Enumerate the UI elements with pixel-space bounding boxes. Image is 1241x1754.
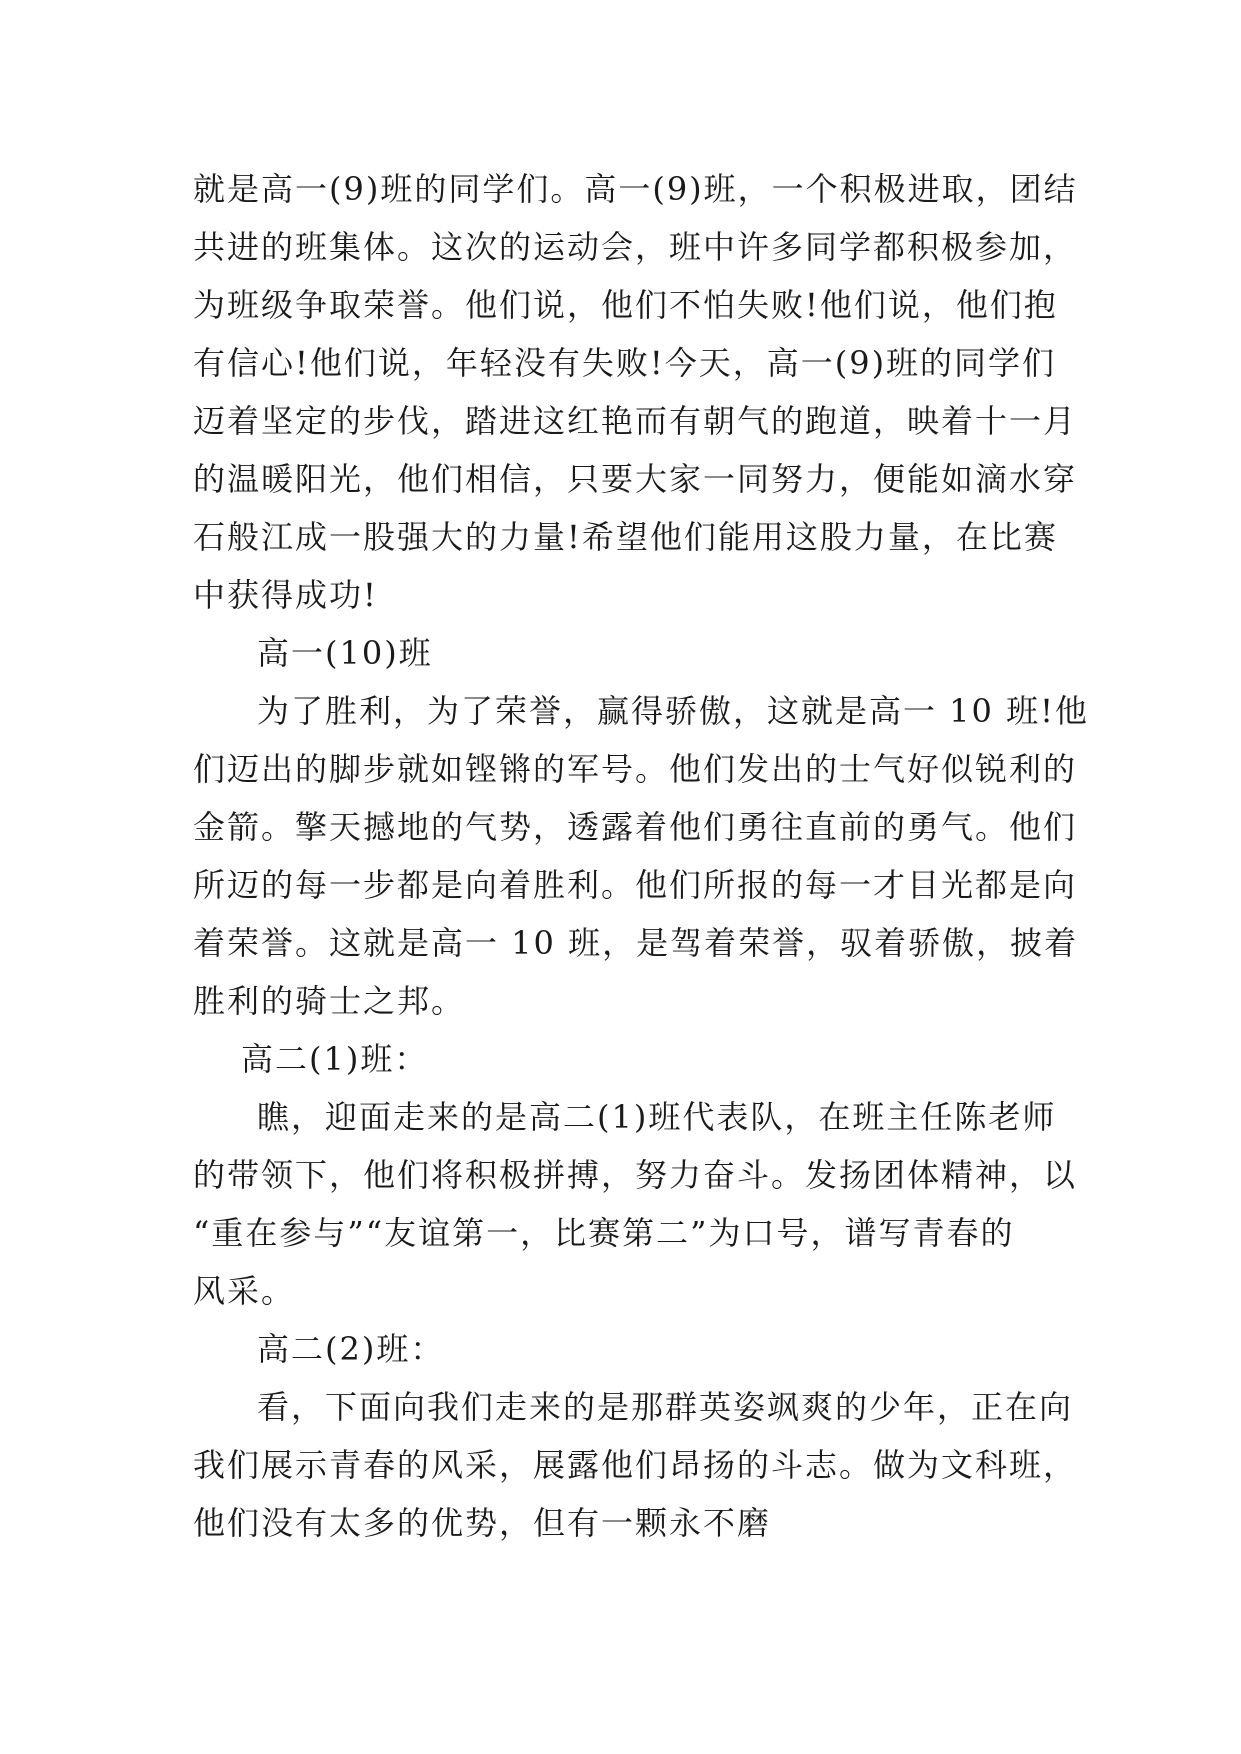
paragraph-line: 风采。 xyxy=(193,1272,296,1310)
paragraph-line: “重在参与”“友谊第一，比赛第二”为口号，谱写青春的 xyxy=(193,1214,1015,1252)
paragraph-line: 共进的班集体。这次的运动会，班中许多同学都积极参加， xyxy=(193,228,1078,266)
paragraph-line: 所迈的每一步都是向着胜利。他们所报的每一才目光都是向 xyxy=(193,866,1078,904)
paragraph-line: 金箭。擎天撼地的气势，透露着他们勇往直前的勇气。他们 xyxy=(193,808,1078,846)
paragraph-line: 为了胜利，为了荣誉，赢得骄傲，这就是高一 10 班!他 xyxy=(257,692,1089,730)
paragraph-line: 就是高一(9)班的同学们。高一(9)班，一个积极进取，团结 xyxy=(193,170,1078,208)
paragraph-line: 有信心!他们说，年轻没有失败!今天，高一(9)班的同学们 xyxy=(193,344,1057,382)
section-heading: 高一(10)班 xyxy=(257,634,433,672)
paragraph-line: 瞧，迎面走来的是高二(1)班代表队，在班主任陈老师 xyxy=(257,1098,1057,1136)
paragraph-line: 他们没有太多的优势，但有一颗永不磨 xyxy=(193,1504,772,1542)
paragraph-line: 们迈出的脚步就如铿锵的军号。他们发出的士气好似锐利的 xyxy=(193,750,1078,788)
paragraph-line: 我们展示青春的风采，展露他们昂扬的斗志。做为文科班， xyxy=(193,1446,1078,1484)
section-heading: 高二(2)班： xyxy=(257,1330,445,1368)
paragraph-line: 的温暖阳光，他们相信，只要大家一同努力，便能如滴水穿 xyxy=(193,460,1078,498)
paragraph-line: 迈着坚定的步伐，踏进这红艳而有朝气的跑道，映着十一月 xyxy=(193,402,1078,440)
paragraph-line: 看，下面向我们走来的是那群英姿飒爽的少年，正在向 xyxy=(257,1388,1074,1426)
paragraph-line: 石般江成一股强大的力量!希望他们能用这股力量，在比赛 xyxy=(193,518,1058,556)
paragraph-line: 中获得成功! xyxy=(193,576,378,614)
paragraph-line: 为班级争取荣誉。他们说，他们不怕失败!他们说，他们抱 xyxy=(193,286,1058,324)
section-heading: 高二(1)班： xyxy=(241,1040,429,1078)
document-body xyxy=(193,160,1089,1552)
paragraph-line: 着荣誉。这就是高一 10 班，是驾着荣誉，驭着骄傲，披着 xyxy=(193,924,1079,962)
paragraph-line: 胜利的骑士之邦。 xyxy=(193,982,466,1020)
paragraph-line: 的带领下，他们将积极拼搏，努力奋斗。发扬团体精神，以 xyxy=(193,1156,1078,1194)
